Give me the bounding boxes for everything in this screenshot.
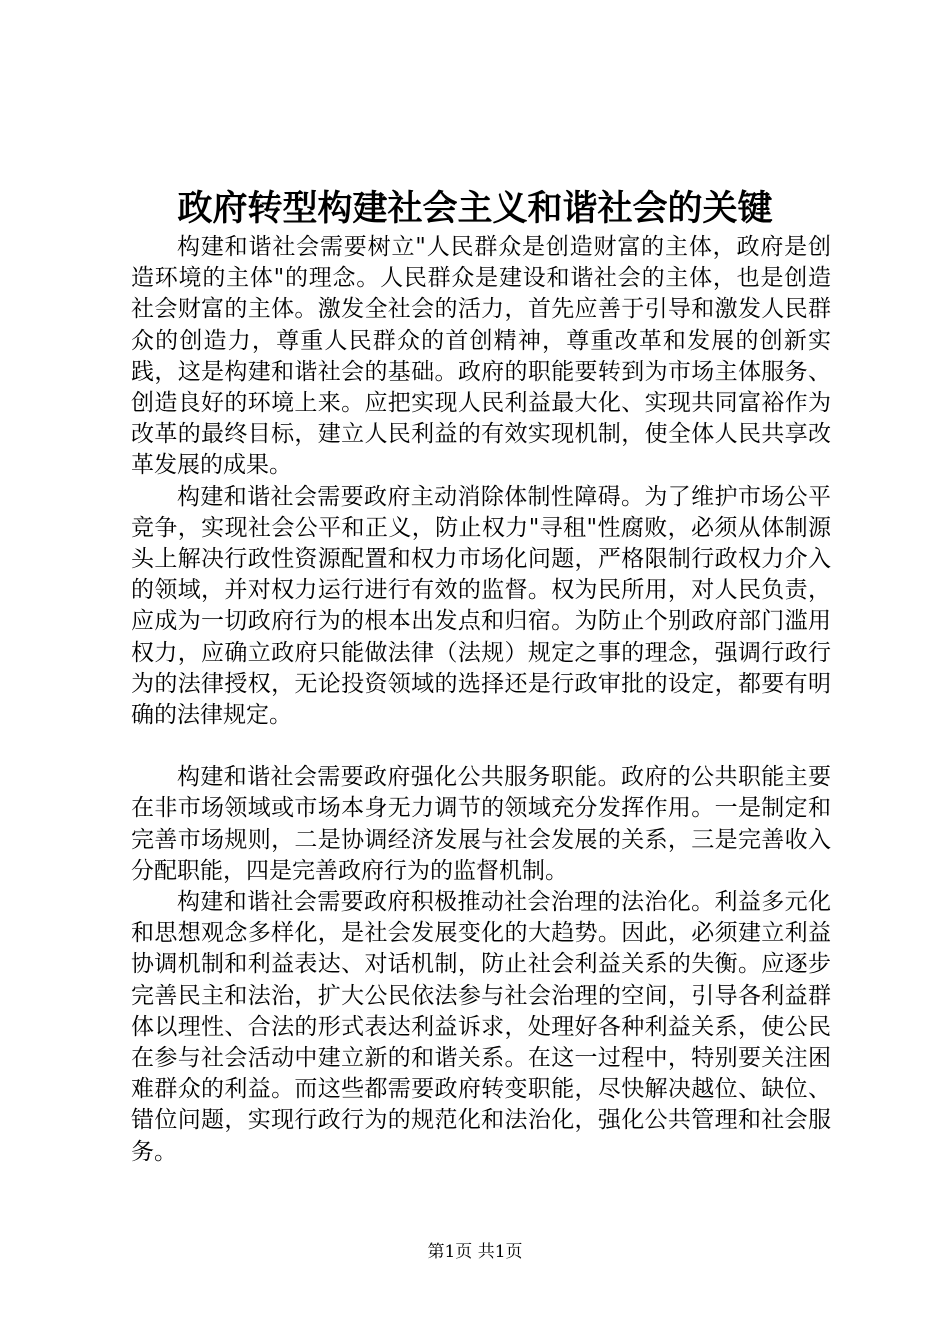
page-footer: 第1页 共1页: [427, 1242, 523, 1262]
paragraph-spacer: [131, 731, 831, 762]
paragraph-3: 构建和谐社会需要政府强化公共服务职能。政府的公共职能主要在非市场领域或市场本身无力调节的领域充分发挥作用。一是制定和完善市场规则，二是协调经济发展与社会发展的关系，三是完善收入分配职能，四是完善政府行为的监督机制。: [131, 764, 831, 884]
document-body: [131, 232, 831, 1168]
paragraph-4: 构建和谐社会需要政府积极推动社会治理的法治化。利益多元化和思想观念多样化，是社会发展变化的大趋势。因此，必须建立利益协调机制和利益表达、对话机制，防止社会利益关系的失衡。应逐步完善民主和法治，扩大公民依法参与社会治理的空间，引导各利益群体以理性、合法的形式表达利益诉求，处理好各种利益关系，使公民在参与社会活动中建立新的和谐关系。在这一过程中，特别要关注困难群众的利益。而这些都需要政府转变职能，尽快解决越位、缺位、错位问题，实现行政行为的规范化和法治化，强化公共管理和社会服务。: [131, 889, 831, 1165]
paragraph-1: 构建和谐社会需要树立"人民群众是创造财富的主体，政府是创造环境的主体"的理念。人民群众是建设和谐社会的主体，也是创造社会财富的主体。激发全社会的活力，首先应善于引导和激发人民群众的创造力，尊重人民群众的首创精神，尊重改革和发展的创新实践，这是构建和谐社会的基础。政府的职能要转到为市场主体服务、创造良好的环境上来。应把实现人民利益最大化、实现共同富裕作为改革的最终目标，建立人民利益的有效实现机制，使全体人民共享改革发展的成果。: [131, 234, 831, 479]
document-title: 政府转型构建社会主义和谐社会的关键: [177, 188, 773, 229]
paragraph-2: 构建和谐社会需要政府主动消除体制性障碍。为了维护市场公平竞争，实现社会公平和正义，防止权力"寻租"性腐败，必须从体制源头上解决行政性资源配置和权力市场化问题，严格限制行政权力介入的领域，并对权力运行进行有效的监督。权为民所用，对人民负责，应成为一切政府行为的根本出发点和归宿。为防止个别政府部门滥用权力，应确立政府只能做法律（法规）规定之事的理念，强调行政行为的法律授权，无论投资领域的选择还是行政审批的设定，都要有明确的法律规定。: [131, 483, 831, 729]
